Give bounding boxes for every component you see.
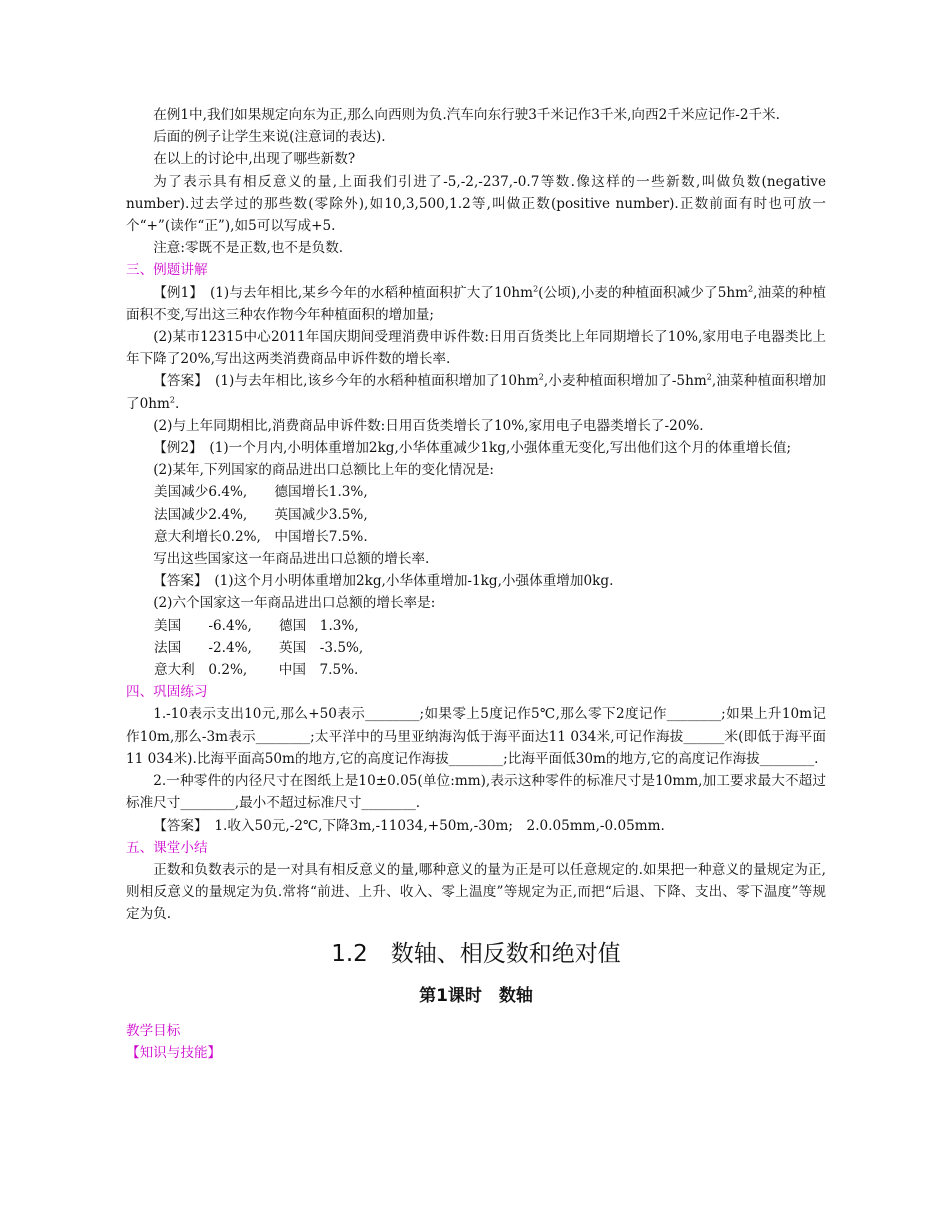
section-heading-practice: 四、巩固练习 bbox=[126, 684, 208, 701]
example-2-answer-2: (2)六个国家这一年商品进出口总额的增长率是: bbox=[153, 595, 436, 612]
section-heading-examples: 三、例题讲解 bbox=[126, 262, 208, 279]
chapter-title: 1.2 数轴、相反数和绝对值 bbox=[331, 940, 621, 967]
example-1-answer-1: 【答案】 (1)与去年相比,该乡今年的水稻种植面积增加了$10hm^2$,小麦种植面积增加了$-5hm^2$,油菜种植面积增加了$0hm^2$. bbox=[126, 372, 826, 412]
practice-question-1: 1.-10表示支出10元,那么+50表示________;如果零上5度记作5℃,那么零下2度记作________;如果上升10m记作10m,那么-3m表示________;太平洋中的马里亚纳海沟低于海平面达11 034米,可记作海拔______米(即低于海平面11 034米).比海平面高50m的地方,它的高度记作海拔________;比海平面低30m的地方,它的高度记作海拔________. bbox=[126, 706, 826, 767]
knowledge-skill-heading: 【知识与技能】 bbox=[126, 1044, 222, 1061]
intro-paragraph-1: 在例1中,我们如果规定向东为正,那么向西则为负.汽车向东行驶3千米记作3千米,向西2千米应记作-2千米. bbox=[153, 107, 780, 123]
example-2-question-2: (2)某年,下列国家的商品进出口总额比上年的变化情况是: bbox=[153, 462, 494, 479]
teaching-goal-heading: 教学目标 bbox=[126, 1022, 181, 1039]
intro-paragraph-5: 注意:零既不是正数,也不是负数. bbox=[153, 240, 344, 257]
document-page bbox=[126, 104, 826, 1064]
summary-paragraph: 正数和负数表示的是一对具有相反意义的量,哪种意义的量为正是可以任意规定的.如果把一种意义的量规定为正,则相反意义的量规定为负.常将“前进、上升、收入、零上温度”等规定为正,而把“后退、下降、支出、零下温度”等规定为负. bbox=[126, 861, 826, 923]
example-1-question-1: 【例1】 (1)与去年相比,某乡今年的水稻种植面积扩大了$10hm^2$(公顷),小麦的种植面积减少了$5hm^2$,油菜的种植面积不变,写出这三种农作物今年种植面积的增加量; bbox=[126, 284, 826, 323]
intro-paragraph-2: 后面的例子让学生来说(注意词的表达). bbox=[153, 129, 386, 146]
example-2-row: 法国减少2.4%, 英国减少3.5%, bbox=[154, 506, 368, 523]
example-2-question-3: 写出这些国家这一年商品进出口总额的增长率. bbox=[153, 551, 430, 568]
example-2-question-1: 【例2】 (1)一个月内,小明体重增加2kg,小华体重减少1kg,小强体重无变化,写出他们这个月的体重增长值; bbox=[153, 440, 792, 457]
section-heading-summary: 五、课堂小结 bbox=[126, 839, 208, 856]
example-2-answer-row: 意大利 0.2%, 中国 7.5%. bbox=[154, 662, 359, 679]
intro-paragraph-3: 在以上的讨论中,出现了哪些新数? bbox=[153, 151, 356, 168]
example-1-question-2: (2)某市12315中心2011年国庆期间受理消费申诉件数:日用百货类比上年同期增长了10%,家用电子电器类比上年下降了20%,写出这两类消费商品申诉件数的增长率. bbox=[126, 329, 826, 368]
practice-answer: 【答案】 1.收入50元,-2℃,下降3m,-11034,+50m,-30m; 2.0.05mm,-0.05mm. bbox=[153, 817, 665, 834]
lesson-title: 第1课时 数轴 bbox=[419, 985, 533, 1006]
example-2-row: 意大利增长0.2%, 中国增长7.5%. bbox=[154, 528, 368, 545]
example-1-answer-2: (2)与上年同期相比,消费商品申诉件数:日用百货类增长了10%,家用电子电器类增长了-20%. bbox=[153, 417, 704, 434]
example-2-answer-1: 【答案】 (1)这个月小明体重增加2kg,小华体重增加-1kg,小强体重增加0kg. bbox=[153, 573, 614, 590]
intro-paragraph-4: 为了表示具有相反意义的量,上面我们引进了-5,-2,-237,-0.7等数.像这样的一些新数,叫做负数(negative number).过去学过的那些数(零除外),如10,3,500,1.2等,叫做正数(positive number).正数前面有时也可放一个“+”(读作“正”),如5可以写成+5. bbox=[126, 173, 826, 235]
example-2-answer-row: 法国 -2.4%, 英国 -3.5%, bbox=[154, 639, 364, 656]
practice-question-2: 2.一种零件的内径尺寸在图纸上是10±0.05(单位:mm),表示这种零件的标准尺寸是10mm,加工要求最大不超过标准尺寸________,最小不超过标准尺寸________. bbox=[126, 773, 826, 812]
example-2-row: 美国减少6.4%, 德国增长1.3%, bbox=[154, 484, 368, 501]
example-2-answer-row: 美国 -6.4%, 德国 1.3%, bbox=[154, 617, 359, 634]
